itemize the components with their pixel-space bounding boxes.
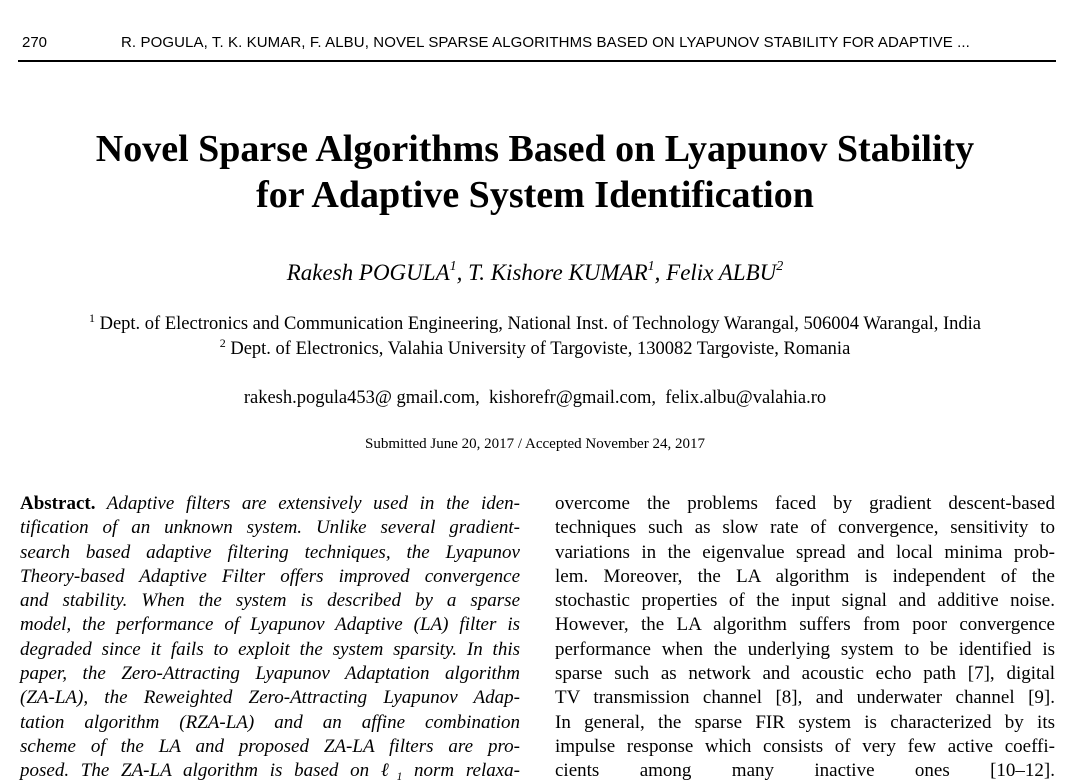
abstract-line: and stability. When the system is described by a sparse <box>20 590 520 612</box>
body-line: However, the LA algorithm suffers from poor convergence <box>555 614 1055 636</box>
affiliation-1 <box>0 312 1070 337</box>
author-emails: rakesh.pogula453@ gmail.com, kishorefr@gmail.com, felix.albu@valahia.ro <box>243 388 827 408</box>
abstract-line: posed. The ZA-LA algorithm is based on ℓ₁ norm relaxa- <box>20 760 520 782</box>
author-name: Rakesh POGULA <box>286 260 450 285</box>
affiliations <box>0 312 1070 362</box>
body-line: lem. Moreover, the LA algorithm is independent of the <box>555 565 1055 587</box>
abstract-column <box>20 492 520 784</box>
page-number: 270 <box>22 34 48 51</box>
abstract-line: tification of an unknown system. Unlike several gradient- <box>20 517 520 539</box>
body-line: cients among many inactive ones [10–12]. <box>555 760 1055 782</box>
body-line: stochastic properties of the input signal and additive noise. <box>555 590 1055 612</box>
author-separator: , <box>456 260 469 285</box>
abstract-line <box>20 492 520 516</box>
body-line: TV transmission channel [8], and underwater channel [9]. <box>555 687 1055 709</box>
author-affil-mark: 1 <box>449 259 457 274</box>
author-name: T. Kishore KUMAR <box>468 260 648 285</box>
author-affil-mark: 1 <box>647 259 655 274</box>
author-separator: , <box>654 260 667 285</box>
header-rule <box>18 60 1056 62</box>
title-line-1: Novel Sparse Algorithms Based on Lyapunov Stability <box>95 128 975 170</box>
body-line: In general, the sparse FIR system is characterized by its <box>555 711 1055 733</box>
abstract-line: degraded since it fails to exploit the system sparsity. In this <box>20 638 520 660</box>
affiliation-text: Dept. of Electronics, Valahia University of Targoviste, 130082 Targoviste, Romania <box>230 339 851 359</box>
paper-title <box>0 126 1070 218</box>
abstract-line: search based adaptive filtering techniques, the Lyapunov <box>20 541 520 563</box>
body-column-right <box>555 492 1055 784</box>
abstract-line: tation algorithm (RZA-LA) and an affine combination <box>20 711 520 733</box>
abstract-line-text: Adaptive filters are extensively used in the iden- <box>95 493 520 514</box>
running-header <box>18 34 1056 56</box>
affiliation-text: Dept. of Electronics and Communication Engineering, National Inst. of Technology Warangal, 506004 Warangal, India <box>99 314 982 334</box>
author-list <box>0 258 1070 288</box>
body-line: impulse response which consists of very few active coeffi- <box>555 735 1055 757</box>
author-affil-mark: 2 <box>776 259 784 274</box>
abstract-line: (ZA-LA), the Reweighted Zero-Attracting Lyapunov Adap- <box>20 687 520 709</box>
abstract-line: scheme of the LA and proposed ZA-LA filters are pro- <box>20 735 520 757</box>
abstract-line: paper, the Zero-Attracting Lyapunov Adaptation algorithm <box>20 663 520 685</box>
affiliation-mark: 1 <box>88 311 95 325</box>
abstract-line: Theory-based Adaptive Filter offers improved convergence <box>20 565 520 587</box>
body-line: overcome the problems faced by gradient descent-based <box>555 493 1055 514</box>
title-line-2: for Adaptive System Identification <box>256 174 814 216</box>
abstract-label: Abstract. <box>20 493 96 514</box>
affiliation-mark: 2 <box>219 336 226 350</box>
abstract-line: model, the performance of Lyapunov Adaptive (LA) filter is <box>20 614 520 636</box>
author-name: Felix ALBU <box>666 260 777 285</box>
running-title: R. POGULA, T. K. KUMAR, F. ALBU, NOVEL SPARSE ALGORITHMS BASED ON LYAPUNOV STABILITY FOR ADAPTIVE ... <box>121 34 970 51</box>
body-line: variations in the eigenvalue spread and local minima prob- <box>555 541 1055 563</box>
affiliation-2 <box>0 337 1070 362</box>
submission-dates: Submitted June 20, 2017 / Accepted November 24, 2017 <box>365 436 705 452</box>
body-line: techniques such as slow rate of convergence, sensitivity to <box>555 517 1055 539</box>
body-line: sparse such as network and acoustic echo path [7], digital <box>555 663 1055 685</box>
body-line: performance when the underlying system to be identified is <box>555 638 1055 660</box>
